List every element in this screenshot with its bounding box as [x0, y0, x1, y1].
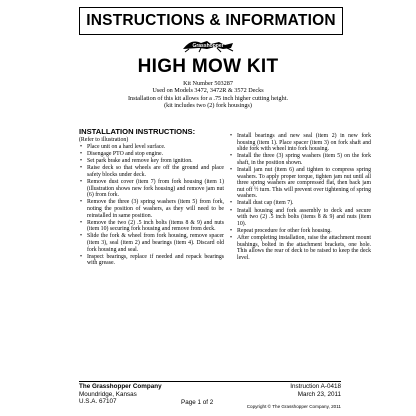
instruction-number: Instruction A-0418 [290, 383, 341, 390]
step-item: • Install jam nut (item 6) and tighten to compress spring washers. To apply proper torque, tighten jam nut until all three spring washers are compressed flat, then back jam nut off ½ turn. This will prevent over tightening of spring washers. [229, 167, 371, 200]
page-number: Page 1 of 2 [181, 399, 214, 406]
kit-info [0, 80, 416, 110]
step-item: • Install housing and fork assembly to deck and secure with two (2) .5 inch bolts (items 8 & 9) and nuts (item 10). [229, 208, 371, 228]
step-item: • Slide the fork & wheel from fork housing, remove spacer (item 3), seal (item 2) and bearings (item 4). Discard old fork housing and seal. [79, 233, 224, 253]
step-item: • Inspect bearings, replace if needed and repack bearings with grease. [79, 254, 224, 267]
company-city: Moundridge, Kansas [79, 390, 137, 398]
step-item: • Install bearings and new seal (item 2) in new fork housing (item 1). Place spacer (item 3) on fork shaft and slide fork with wheel into fork housing. [229, 133, 371, 153]
footer-divider [79, 381, 341, 382]
left-column [79, 137, 224, 267]
right-steps-list [229, 133, 371, 261]
company-zip: U.S.A. 67107 [79, 398, 117, 406]
illustration-reference: (Refer to illustration) [79, 137, 129, 143]
step-item: • Remove the three (3) spring washers (item 5) from fork, noting the position of washers, as they will need to be reinstalled in same position. [79, 199, 224, 219]
grasshopper-logo [181, 37, 237, 53]
footer-address [79, 383, 162, 406]
kit-purpose: Installation of this kit allows for a .75 inch higher cutting height. [128, 94, 288, 102]
company-name: The Grasshopper Company [79, 383, 162, 390]
step-item: • Remove dust cover (item 7) from fork housing (item 1) (illustration shows new fork housing) and remove jam nut (6) from fork. [79, 179, 224, 199]
left-steps-list [79, 144, 224, 267]
step-item: • Remove the two (2) .5 inch bolts (items 8 & 9) and nuts (item 10) securing fork housing and remove from deck. [79, 220, 224, 233]
right-column [229, 133, 371, 262]
step-item: • Install dust cap (item 7). [229, 200, 371, 207]
step-item: • Repeat procedure for other fork housing. [229, 228, 371, 235]
kit-includes: (kit includes two (2) fork housings) [164, 102, 252, 110]
copyright-notice: Copyright © The Grasshopper Company, 2011 [246, 404, 341, 409]
logo-wordmark: Grasshopper [192, 43, 224, 49]
kit-title: HIGH MOW KIT [137, 56, 279, 77]
step-item: • After completing installation, raise the attachment mount bushings, bolted in the attachment brackets, one hole. This allows the rear of deck to be raised to keep the deck level. [229, 235, 371, 261]
kit-number: Kit Number 503287 [183, 80, 233, 87]
document-date: March 23, 2011 [297, 390, 341, 398]
step-item: • Install the three (3) spring washers (item 5) on the fork shaft, in the position shown. [229, 153, 371, 166]
footer-doc-info [290, 383, 341, 398]
installation-title: INSTALLATION INSTRUCTIONS: [79, 127, 196, 136]
step-item: • Set park brake and remove key from ignition. [79, 158, 224, 165]
step-item: • Place unit on a hard level surface. [79, 144, 224, 151]
header-title: INSTRUCTIONS & INFORMATION [86, 12, 336, 29]
header-box [79, 7, 343, 35]
step-item: • Disengage PTO and stop engine. [79, 151, 224, 158]
kit-models: Used on Models 3472, 3472R & 3572 Decks [152, 87, 264, 95]
step-item: • Raise deck so that wheels are off the ground and place safety blocks under deck. [79, 165, 224, 178]
